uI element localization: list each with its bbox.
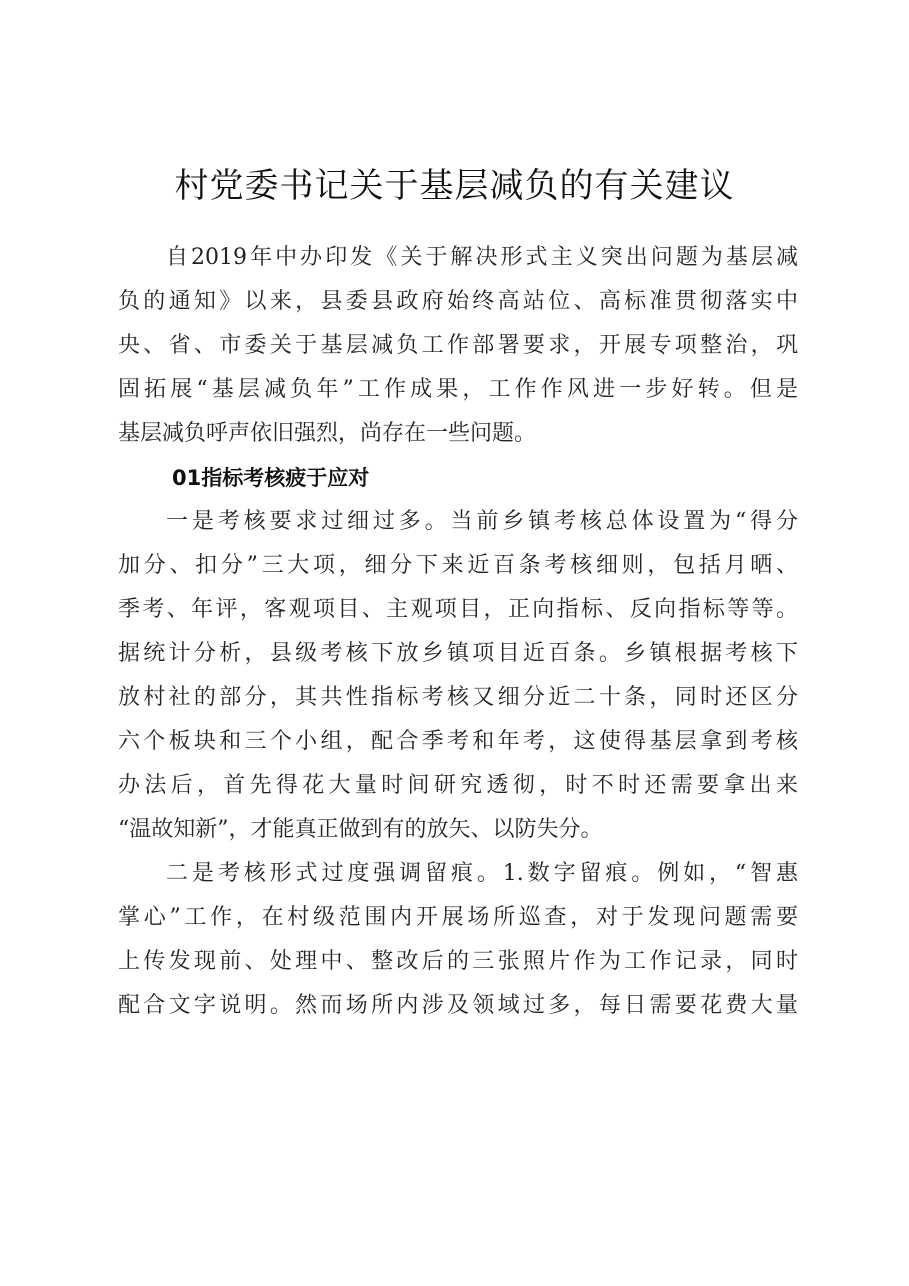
paragraph-line: 固拓展“基层减负年”工作成果，工作作风进一步好转。但是 xyxy=(118,377,798,402)
document-body xyxy=(118,236,798,1028)
paragraph-line: 基层减负呼声依旧强烈，尚存在一些问题。 xyxy=(118,421,537,446)
paragraph-line: 央、省、市委关于基层减负工作部署要求，开展专项整治，巩 xyxy=(118,333,798,358)
paragraph-line: 放村社的部分，其共性指标考核又细分近二十条，同时还区分 xyxy=(118,685,798,710)
paragraph-line: 掌心”工作，在村级范围内开展场所巡查，对于发现问题需要 xyxy=(118,905,798,930)
paragraph-line: 六个板块和三个小组，配合季考和年考，这使得基层拿到考核 xyxy=(118,729,798,754)
section-heading: 01指标考核疲于应对 xyxy=(172,466,370,490)
paragraph-line: 据统计分析，县级考核下放乡镇项目近百条。乡镇根据考核下 xyxy=(118,641,798,666)
paragraph-line: “温故知新”，才能真正做到有的放矢、以防失分。 xyxy=(118,817,603,842)
paragraph-line: 二是考核形式过度强调留痕。1.数字留痕。例如，“智惠 xyxy=(166,861,798,886)
paragraph-line: 办法后，首先得花大量时间研究透彻，时不时还需要拿出来 xyxy=(118,773,798,798)
paragraph-line: 负的通知》以来，县委县政府始终高站位、高标准贯彻落实中 xyxy=(118,289,798,314)
paragraph-line: 一是考核要求过细过多。当前乡镇考核总体设置为“得分 xyxy=(166,509,798,534)
paragraph-line: 季考、年评，客观项目、主观项目，正向指标、反向指标等等。 xyxy=(118,597,798,622)
paragraph-line: 上传发现前、处理中、整改后的三张照片作为工作记录，同时 xyxy=(118,949,798,974)
paragraph-line: 配合文字说明。然而场所内涉及领域过多，每日需要花费大量 xyxy=(118,993,798,1018)
paragraph-line: 自2019年中办印发《关于解决形式主义突出问题为基层减 xyxy=(166,245,798,270)
document-title: 村党委书记关于基层减负的有关建议 xyxy=(174,166,735,206)
paragraph-line: 加分、扣分”三大项，细分下来近百条考核细则，包括月晒、 xyxy=(118,553,798,578)
